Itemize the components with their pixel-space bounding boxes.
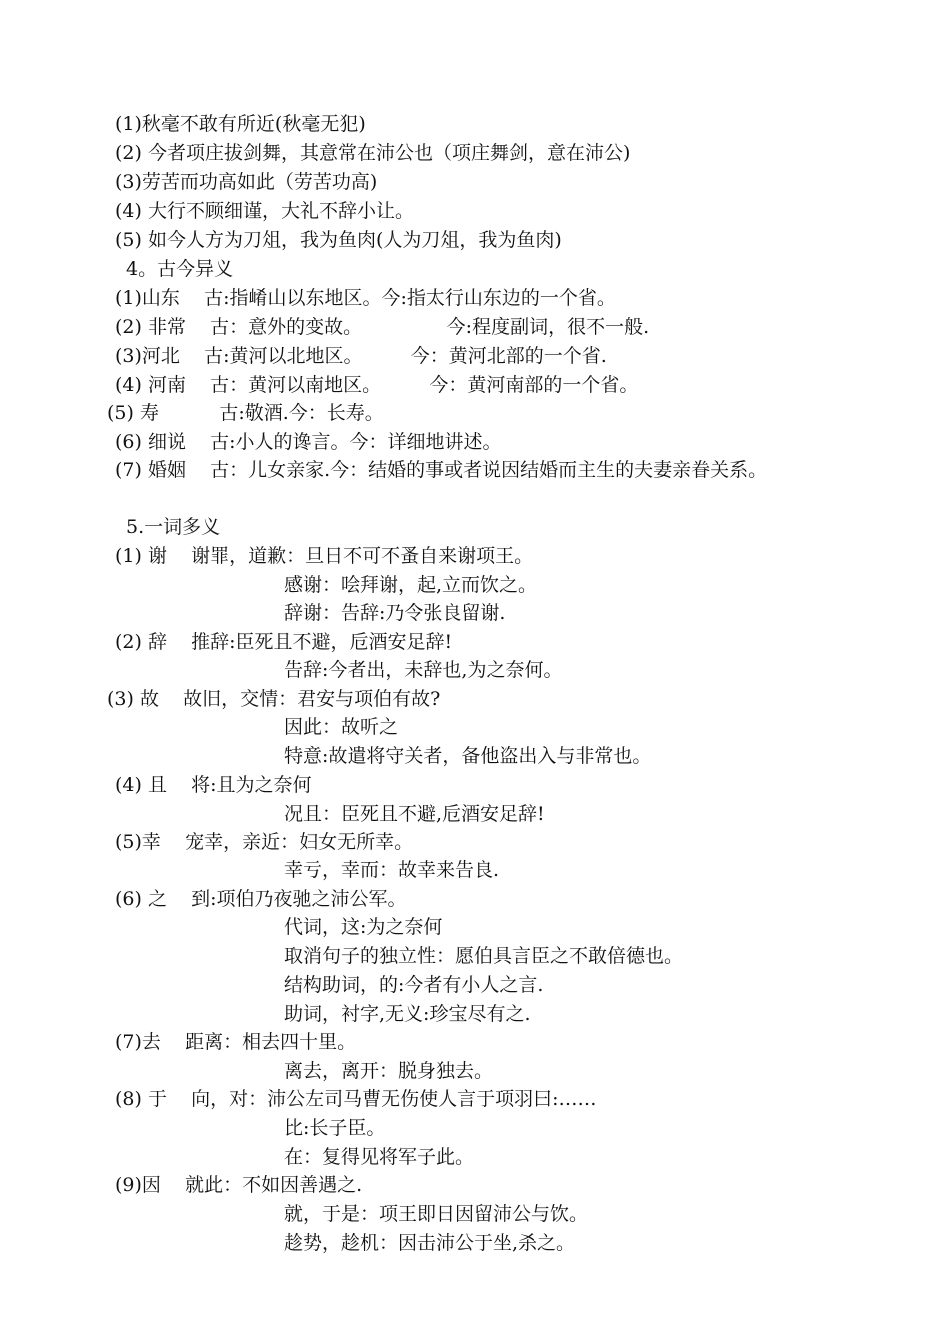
polysemy-line-6: (3) 故 故旧，交情：君安与项伯有故? <box>107 688 441 710</box>
polysemy-line-18: (7)去 距离：相去四十里。 <box>115 1031 357 1053</box>
polysemy-line-17: 助词，衬字,无义:珍宝尽有之. <box>284 1003 531 1025</box>
polysemy-line-23: (9)因 就此：不如因善遇之. <box>115 1174 363 1196</box>
polysemy-line-15: 取消句子的独立性：愿伯具言臣之不敢倍德也。 <box>284 945 684 967</box>
polysemy-line-25: 趁势，趁机：因击沛公于坐,杀之。 <box>284 1232 576 1254</box>
section-heading-gujin-yiyi: 4。古今异义 <box>126 258 234 280</box>
polysemy-line-20: (8) 于 向，对：沛公左司马曹无伤使人言于项羽曰:…… <box>115 1088 597 1110</box>
idiom-line-4: (4) 大行不顾细谨，大礼不辞小让。 <box>115 200 414 222</box>
polysemy-line-16: 结构助词，的:今者有小人之言. <box>284 974 544 996</box>
idiom-line-1: (1)秋毫不敢有所近(秋毫无犯) <box>115 113 366 135</box>
idiom-line-2: (2) 今者项庄拔剑舞，其意常在沛公也（项庄舞剑，意在沛公) <box>115 142 631 164</box>
polysemy-line-21: 比:长子臣。 <box>284 1117 386 1139</box>
polysemy-line-4: (2) 辞 推辞:臣死且不避，卮酒安足辞! <box>115 631 453 653</box>
polysemy-line-8: 特意:故遣将守关者，备他盗出入与非常也。 <box>284 745 652 767</box>
polysemy-line-13: (6) 之 到:项伯乃夜驰之沛公军。 <box>115 888 407 910</box>
polysemy-line-9: (4) 且 将:且为之奈何 <box>115 774 312 796</box>
polysemy-line-5: 告辞:今者出，未辞也,为之奈何。 <box>284 659 563 681</box>
polysemy-line-14: 代词，这:为之奈何 <box>284 916 443 938</box>
polysemy-line-24: 就，于是：项王即日因留沛公与饮。 <box>284 1203 589 1225</box>
polysemy-line-12: 幸亏，幸而：故幸来告良. <box>284 859 500 881</box>
idiom-line-5: (5) 如今人方为刀俎，我为鱼肉(人为刀俎，我为鱼肉) <box>115 229 562 251</box>
gujin-line-4: (4) 河南 古：黄河以南地区。 今：黄河南部的一个省。 <box>115 374 639 396</box>
polysemy-line-1: (1) 谢 谢罪，道歉：旦日不可不蚤自来谢项王。 <box>115 545 534 567</box>
gujin-line-2: (2) 非常 古：意外的变故。 今:程度副词，很不一般. <box>115 316 650 338</box>
idiom-line-3: (3)劳苦而功高如此（劳苦功高) <box>115 171 378 193</box>
gujin-line-7: (7) 婚姻 古：儿女亲家.今：结婚的事或者说因结婚而主生的夫妻亲眷关系。 <box>115 459 768 481</box>
polysemy-line-10: 况且：臣死且不避,卮酒安足辞! <box>284 803 545 825</box>
polysemy-line-22: 在：复得见将军子此。 <box>284 1146 475 1168</box>
gujin-line-3: (3)河北 古:黄河以北地区。 今：黄河北部的一个省. <box>115 345 607 367</box>
polysemy-line-7: 因此：故听之 <box>284 716 399 738</box>
gujin-line-6: (6) 细说 古:小人的谗言。今：详细地讲述。 <box>115 431 502 453</box>
polysemy-line-11: (5)幸 宠幸，亲近：妇女无所幸。 <box>115 831 414 853</box>
polysemy-line-3: 辞谢：告辞:乃令张良留谢. <box>284 602 506 624</box>
polysemy-line-2: 感谢：哙拜谢，起,立而饮之。 <box>284 574 538 596</box>
gujin-line-1: (1)山东 古:指崤山以东地区。今:指太行山东边的一个省。 <box>115 287 616 309</box>
polysemy-line-19: 离去，离开：脱身独去。 <box>284 1060 494 1082</box>
section-heading-yici-duoyi: 5.一词多义 <box>126 516 221 538</box>
gujin-line-5: (5) 寿 古:敬酒.今：长寿。 <box>107 402 384 424</box>
